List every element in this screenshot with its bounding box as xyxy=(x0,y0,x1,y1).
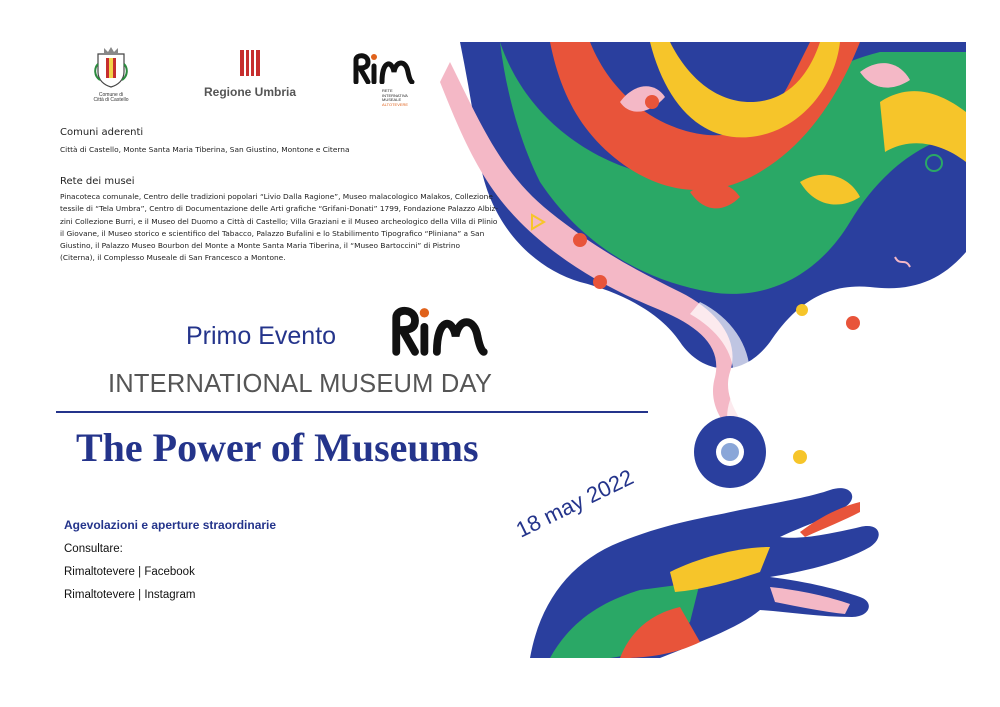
rete-text xyxy=(60,191,522,265)
crest-icon xyxy=(94,44,128,88)
consultare-label: Consultare: xyxy=(64,543,123,555)
rim-wordmark-icon xyxy=(352,52,416,84)
rim-logo-large xyxy=(390,304,490,361)
decorative-artwork xyxy=(440,42,966,658)
region-name: Regione Umbria xyxy=(203,85,296,99)
rete-line: Pinacoteca comunale, Centro delle tradizioni popolari “Livio Dalla Ragione”, Museo malacologico Malakos, Collezione xyxy=(60,192,493,201)
region-umbria-logo xyxy=(198,48,302,99)
facebook-link[interactable]: Rimaltotevere | Facebook xyxy=(64,566,195,578)
title-divider xyxy=(56,411,648,413)
city-logo-caption: Comune di Città di Castello xyxy=(93,92,129,103)
rim-tagline: RETE INTERNATIVA MUSEALE ALTOTEVERE xyxy=(382,88,409,107)
rete-line: Giustino, il Palazzo Museo Bourbon del Monte a Monte Santa Maria Tiberina, il “Museo Bartoccini” di Pistrino xyxy=(60,241,461,251)
rete-line: zini Collezione Burri, e il Museo del Duomo a Città di Castello; Villa Graziani e il Museo archeologico della Villa di Plinio xyxy=(60,216,498,226)
rete-line: il Giovane, il Museo storico e scientifico del Tabacco, Palazzo Bufalini e lo Stabilimento Tipografico “Pliniana” a San xyxy=(60,228,485,238)
rete-heading: Rete dei musei xyxy=(60,176,135,187)
region-emblem-icon xyxy=(239,48,261,78)
rete-line: (Citerna), il Complesso Museale di San Francesco a Montone. xyxy=(60,253,286,263)
instagram-link[interactable]: Rimaltotevere | Instagram xyxy=(64,589,196,601)
agevolazioni-heading: Agevolazioni e aperture straordinarie xyxy=(64,518,277,532)
comuni-text: Città di Castello, Monte Santa Maria Tiberina, San Giustino, Montone e Citerna xyxy=(60,145,350,154)
international-museum-day-title: INTERNATIONAL MUSEUM DAY xyxy=(108,370,493,398)
power-of-museums-title: The Power of Museums xyxy=(76,425,479,470)
event-date: 18 may 2022 xyxy=(512,464,638,543)
city-crest-logo xyxy=(88,44,134,106)
comuni-heading: Comuni aderenti xyxy=(60,127,144,138)
rim-logo-small xyxy=(352,52,422,107)
primo-evento-label: Primo Evento xyxy=(186,322,337,350)
rete-line: tessile di “Tela Umbra”, Centro di Documentazione delle Arti grafiche “Grifani-Donati” 1799, Fondazione Palazzo Albiz- xyxy=(60,204,499,214)
rim-wordmark-large-icon xyxy=(390,304,490,356)
